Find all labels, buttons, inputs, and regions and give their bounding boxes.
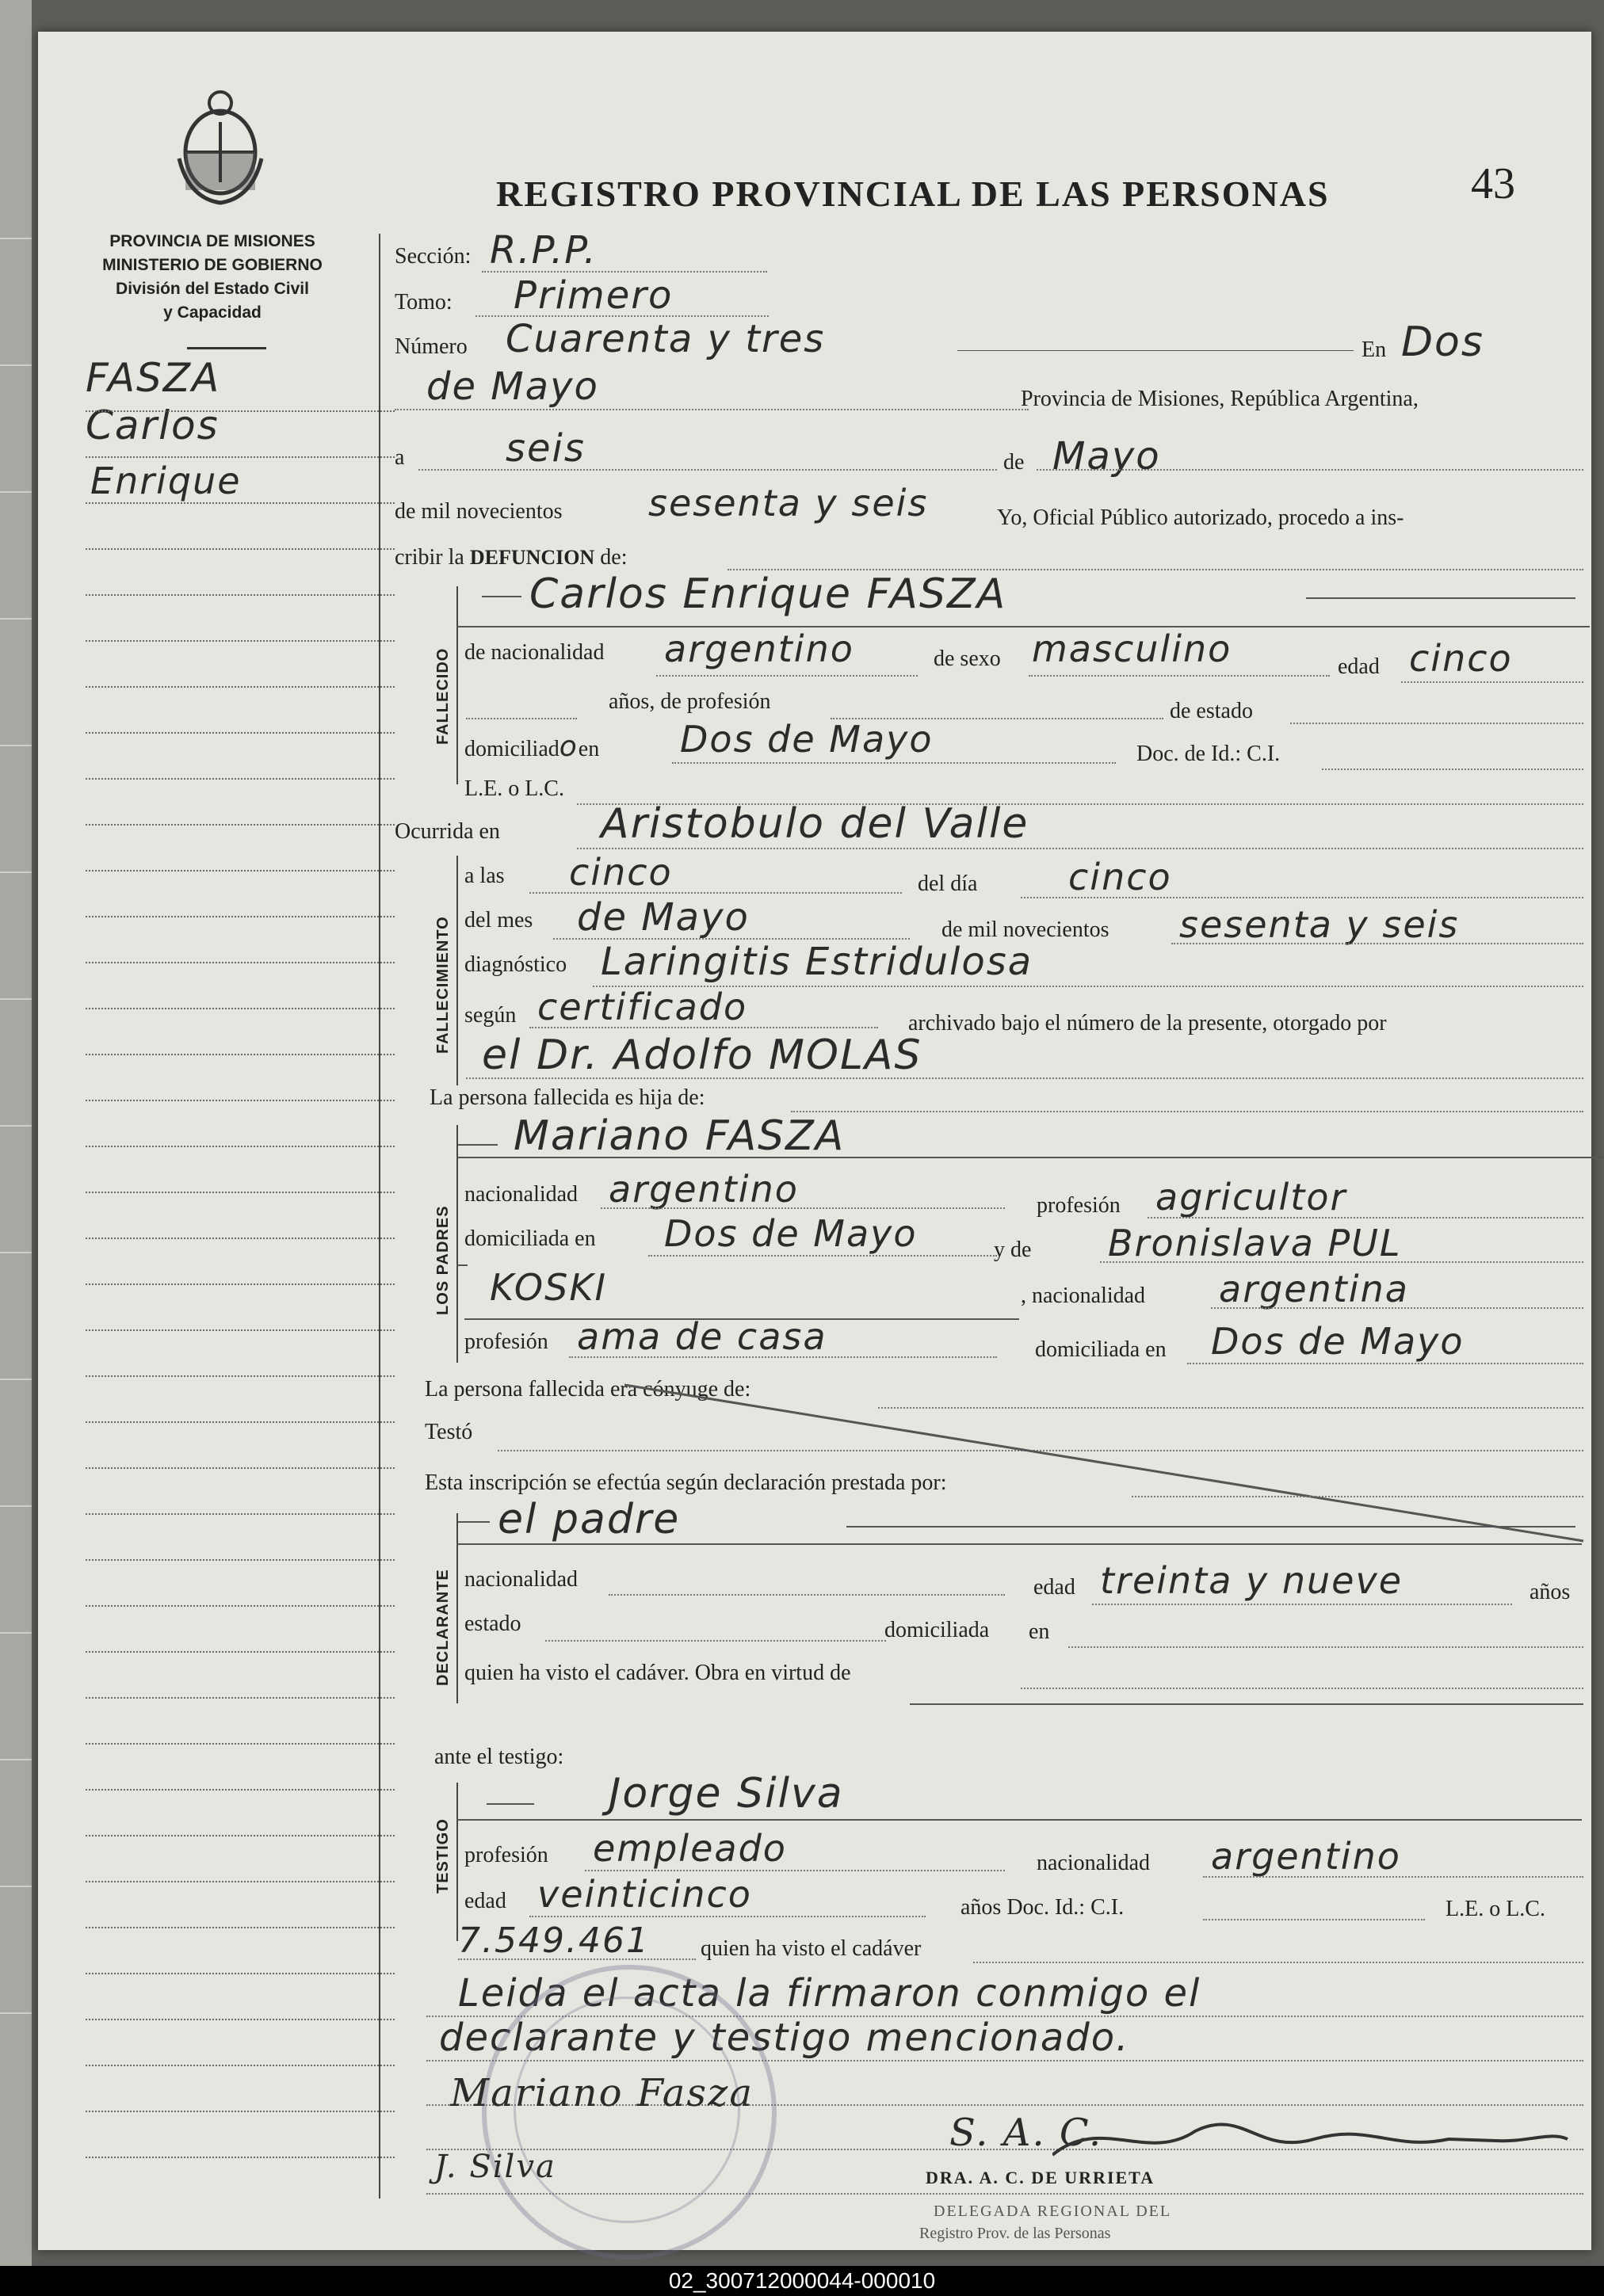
sidebar-rule: [86, 1881, 395, 1882]
conyuge-text: La persona fallecida era cónyuge de:: [425, 1377, 751, 1402]
sidebar-rule: [86, 870, 395, 871]
segun-value: certificado: [537, 986, 748, 1028]
del-mes-label: del mes: [464, 908, 533, 933]
sidebar-rule: [86, 778, 395, 780]
office-divider: [187, 347, 266, 349]
mil-novecientos-label: de mil novecientos: [941, 917, 1109, 942]
seal-text-title: DELEGADA REGIONAL DEL: [934, 2203, 1172, 2220]
doc-label: Doc. de Id.: C.I.: [1136, 742, 1281, 766]
sidebar-rule: [86, 2065, 395, 2066]
fallecimiento-section-label: FALLECIMIENTO: [434, 916, 452, 1054]
office-line-province: PROVINCIA DE MISIONES: [109, 232, 315, 250]
fallecido-name-value: Carlos Enrique FASZA: [529, 570, 1007, 618]
seal-text-official-name: DRA. A. C. DE URRIETA: [926, 2168, 1155, 2187]
sidebar-rule: [86, 1375, 395, 1377]
le-lc-label: L.E. o L.C.: [464, 776, 564, 801]
anio-value: sesenta y seis: [1179, 903, 1460, 946]
declarante-edad-label: edad: [1033, 1575, 1075, 1600]
sexo-value: masculino: [1032, 627, 1232, 670]
coat-of-arms-icon: [173, 87, 268, 206]
padre-profesion-value: agricultor: [1155, 1176, 1347, 1219]
tomo-value: Primero: [514, 273, 674, 318]
signature-testigo: J. Silva: [434, 2149, 556, 2185]
sidebar-rule: [86, 1283, 395, 1285]
testigo-profesion-label: profesión: [464, 1843, 548, 1867]
office-line-capacity: y Capacidad: [163, 303, 262, 322]
testigo-edad-value: veinticinco: [537, 1873, 752, 1916]
sidebar-rule: [86, 1146, 395, 1147]
madre-domicilio-value: Dos de Mayo: [1211, 1320, 1465, 1363]
register-page: [38, 32, 1591, 2250]
edad-value: cinco: [1409, 637, 1513, 680]
estado-label: de estado: [1170, 699, 1253, 723]
testigo-nacionalidad-label: nacionalidad: [1037, 1851, 1151, 1875]
sidebar-rule: [86, 1054, 395, 1055]
office-line-division: División del Estado Civil: [116, 280, 309, 298]
signature-official: S. A. C.: [949, 2111, 1103, 2155]
month-value: Mayo: [1052, 434, 1161, 479]
sidebar-rule: [86, 502, 395, 504]
dia-value: cinco: [1068, 856, 1172, 898]
diagnostico-value: Laringitis Estridulosa: [601, 940, 1033, 984]
fallecido-domicilio-value: Dos de Mayo: [680, 718, 934, 761]
sidebar-rule: [86, 1973, 395, 1974]
sidebar-surname: FASZA: [86, 355, 221, 401]
testigo-cadaver-text: quien ha visto el cadáver: [701, 1936, 922, 1961]
padre-profesion-label: profesión: [1037, 1193, 1121, 1218]
sidebar-rule: [86, 456, 395, 458]
mes-value: de Mayo: [577, 895, 750, 940]
document-title: REGISTRO PROVINCIAL DE LAS PERSONAS: [496, 174, 1330, 214]
cancel-stroke: [624, 1379, 1591, 1545]
padre-domiciliada-label: domiciliada en: [464, 1226, 596, 1251]
hora-value: cinco: [569, 851, 673, 894]
numero-value: Cuarenta y tres: [506, 317, 826, 361]
sidebar-rule: [86, 1238, 395, 1239]
declarante-en-label: en: [1029, 1619, 1050, 1644]
sidebar-rule: [86, 1835, 395, 1836]
madre-nacionalidad-label: , nacionalidad: [1021, 1283, 1146, 1308]
padre-nacionalidad-label: nacionalidad: [464, 1182, 579, 1207]
signature-flourish: [1052, 2107, 1575, 2171]
sexo-label: de sexo: [934, 646, 1001, 671]
ocurrida-value: Aristobulo del Valle: [601, 800, 1029, 848]
sidebar-rule: [86, 594, 395, 596]
declarante-edad-value: treinta y nueve: [1100, 1559, 1404, 1602]
declarante-estado-label: estado: [464, 1611, 521, 1636]
madre-profesion-label: profesión: [464, 1329, 548, 1354]
sidebar-rule: [86, 824, 395, 826]
declarante-cadaver-text: quien ha visto el cadáver. Obra en virtud de: [464, 1661, 851, 1685]
page-number: 43: [1471, 159, 1515, 208]
madre-value-a: Bronislava PUL: [1108, 1222, 1402, 1264]
sidebar-rule: [86, 686, 395, 688]
seccion-label: Sección:: [395, 244, 472, 269]
a-label: a: [395, 445, 405, 470]
edad-label: edad: [1338, 654, 1380, 679]
sidebar-rule: [86, 916, 395, 917]
sidebar-rule: [86, 2111, 395, 2112]
sidebar-rule: [86, 1651, 395, 1653]
sidebar-rule: [86, 1467, 395, 1469]
padre-domicilio-value: Dos de Mayo: [664, 1212, 918, 1255]
sidebar-rule: [86, 732, 395, 734]
day-value: seis: [506, 426, 586, 471]
testigo-value: Jorge Silva: [609, 1770, 844, 1817]
year-value: sesenta y seis: [648, 482, 929, 524]
sidebar-rule: [86, 2157, 395, 2158]
domiciliado-label: domiciliadoen: [464, 730, 600, 763]
sidebar-rule: [86, 1559, 395, 1561]
medico-value: el Dr. Adolfo MOLAS: [482, 1032, 922, 1079]
sidebar-first-name: Carlos: [86, 402, 220, 448]
padre-nacionalidad-value: argentino: [609, 1168, 799, 1211]
testigo-anos-doc-label: años Doc. Id.: C.I.: [960, 1895, 1125, 1920]
declarante-nacionalidad-label: nacionalidad: [464, 1567, 579, 1592]
archivado-text: archivado bajo el número de la presente, otorgado por: [908, 1011, 1387, 1035]
place-value-a: Dos: [1401, 318, 1484, 366]
testigo-nacionalidad-value: argentino: [1211, 1835, 1401, 1878]
sidebar-rule: [86, 640, 395, 642]
sidebar-rule: [86, 1513, 395, 1515]
testigo-doc-value: 7.549.461: [458, 1920, 650, 1961]
sidebar-rule: [86, 1008, 395, 1009]
signature-declarante: Mariano Fasza: [450, 2071, 754, 2115]
anos-profesion-label: años, de profesión: [609, 689, 771, 714]
sidebar-rule: [86, 410, 395, 412]
sidebar-rule: [86, 1605, 395, 1607]
madre-nacionalidad-value: argentina: [1219, 1268, 1409, 1310]
sidebar-rule: [86, 1329, 395, 1331]
del-dia-label: del día: [918, 871, 978, 896]
declarante-value: el padre: [498, 1496, 681, 1543]
provincia-text: Provincia de Misiones, República Argentina,: [1021, 387, 1419, 411]
sidebar-rule: [86, 1421, 395, 1423]
de-label: de: [1003, 450, 1025, 475]
sidebar-rule: [86, 962, 395, 963]
diagnostico-label: diagnóstico: [464, 952, 567, 977]
testo-text: Testó: [425, 1420, 473, 1444]
madre-value-b: KOSKI: [490, 1266, 608, 1309]
ocurrida-label: Ocurrida en: [395, 819, 500, 844]
sidebar-rule: [86, 1697, 395, 1699]
fallecido-nacionalidad-value: argentino: [664, 627, 854, 670]
testigo-profesion-value: empleado: [593, 1827, 787, 1870]
sidebar-rule: [86, 2019, 395, 2020]
image-caption: 02_300712000044-000010: [0, 2266, 1604, 2296]
a-las-label: a las: [464, 864, 505, 888]
sidebar-rule: [86, 1192, 395, 1193]
sidebar-rule: [86, 1927, 395, 1928]
defuncion-word: DEFUNCION: [469, 546, 595, 569]
declarante-section-label: DECLARANTE: [434, 1569, 452, 1686]
ante-testigo-text: ante el testigo:: [434, 1745, 564, 1769]
seccion-value: R.P.P.: [490, 228, 598, 273]
segun-label: según: [464, 1003, 517, 1028]
office-line-ministry: MINISTERIO DE GOBIERNO: [102, 256, 323, 274]
closing-line-1: Leida el acta la firmaron conmigo el: [458, 1971, 1201, 2016]
fallecido-nacionalidad-label: de nacionalidad: [464, 640, 605, 665]
declarante-domiciliada-label: domiciliada: [884, 1618, 990, 1642]
sidebar-rule: [86, 548, 395, 550]
tomo-label: Tomo:: [395, 290, 453, 315]
padre-value: Mariano FASZA: [514, 1112, 846, 1160]
seal-text-registry: Registro Prov. de las Personas: [919, 2225, 1111, 2242]
facing-page-edge: [0, 0, 32, 2266]
sidebar-rule: [86, 1743, 395, 1745]
numero-label: Número: [395, 334, 468, 359]
fallecido-section-label: FALLECIDO: [434, 647, 452, 745]
sidebar-middle-name: Enrique: [90, 460, 242, 502]
hija-text: La persona fallecida es hija de:: [430, 1085, 705, 1110]
sidebar-rule: [86, 1100, 395, 1101]
padres-section-label: LOS PADRES: [434, 1205, 452, 1315]
madre-profesion-value: ama de casa: [577, 1315, 827, 1358]
main-column-divider: [379, 234, 380, 2199]
place-value-b: de Mayo: [426, 364, 599, 409]
inscribir-text: cribir la DEFUNCION de:: [395, 545, 628, 570]
declarante-anos-label: años: [1530, 1580, 1571, 1604]
en-label: En: [1361, 338, 1387, 362]
office-header: [70, 230, 355, 325]
testigo-edad-label: edad: [464, 1889, 506, 1913]
y-de-label: y de: [994, 1238, 1032, 1262]
inscripcion-text: Esta inscripción se efectúa según declaración prestada por:: [425, 1470, 947, 1495]
closing-line-2: declarante y testigo mencionado.: [439, 2016, 1130, 2060]
testigo-le-lc-label: L.E. o L.C.: [1446, 1897, 1545, 1921]
year-prefix: de mil novecientos: [395, 499, 563, 524]
official-text: Yo, Oficial Público autorizado, procedo a ins-: [997, 505, 1404, 530]
sidebar-rule: [86, 1789, 395, 1791]
testigo-section-label: TESTIGO: [434, 1818, 452, 1894]
madre-domiciliada-label: domiciliada en: [1035, 1337, 1167, 1362]
